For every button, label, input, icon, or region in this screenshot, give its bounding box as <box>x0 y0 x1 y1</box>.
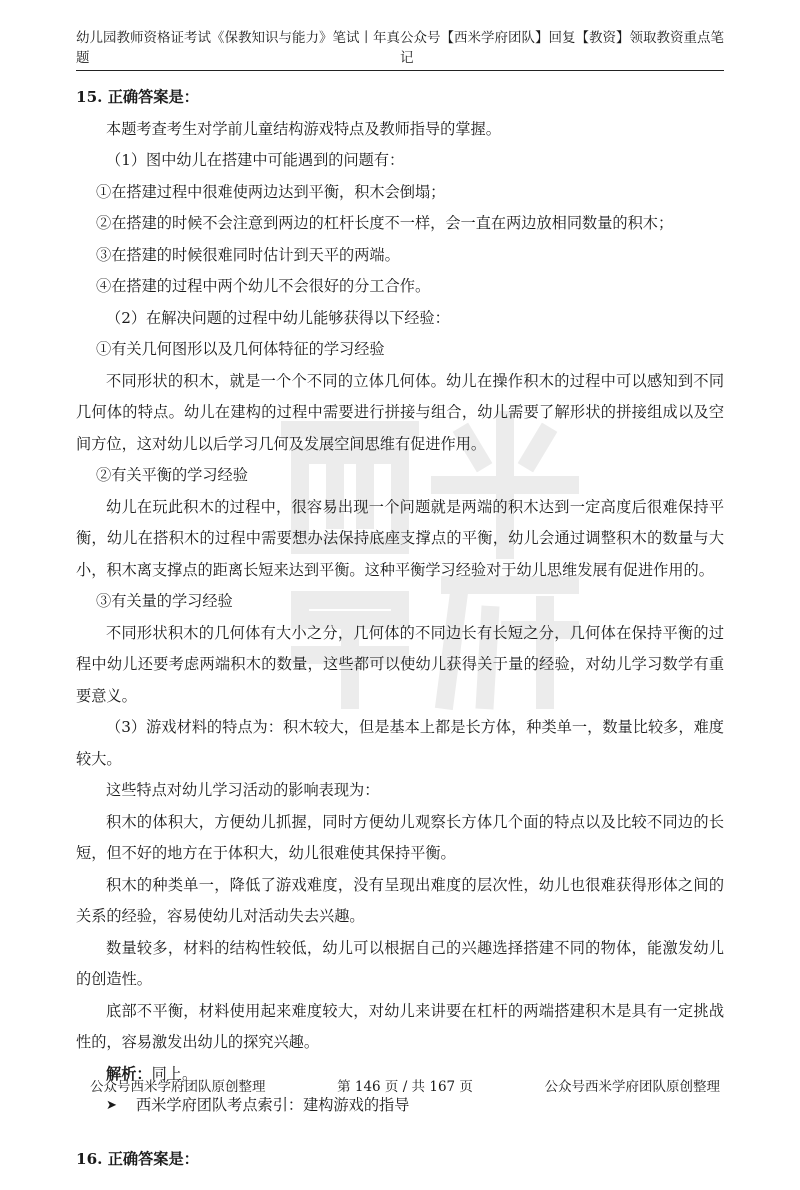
analysis-label: 解析： <box>106 1064 152 1083</box>
paragraph: 这些特点对幼儿学习活动的影响表现为： <box>106 781 380 799</box>
paragraph: （3）游戏材料的特点为：积木较大，但是基本上都是长方体，种类单一，数量比较多，难度较大。 <box>76 718 724 768</box>
page-content <box>76 82 724 1190</box>
page-footer <box>90 1075 720 1095</box>
list-item: ①在搭建过程中很难使两边达到平衡，积木会倒塌； <box>96 182 446 201</box>
subheading: ②有关平衡的学习经验 <box>96 466 248 484</box>
footer-left: 公众号西米学府团队原创整理 <box>90 1079 266 1095</box>
list-item: ③在搭建的时候很难同时估计到天平的两端。 <box>96 245 400 264</box>
paragraph: 幼儿在玩此积木的过程中，很容易出现一个问题就是两端的积木达到一定高度后很难保持平衡，幼儿在搭积木的过程中需要想办法保持底座支撑点的平衡，幼儿会通过调整积木的数量与大小，积木离支撑点的距离长短来达到平衡。这种平衡学习经验对于幼儿思维发展有促进作用的。 <box>76 497 724 579</box>
header-title: 幼儿园教师资格证考试《保教知识与能力》笔试丨年真题 <box>76 30 400 66</box>
paragraph: 积木的体积大，方便幼儿抓握，同时方便幼儿观察长方体几个面的特点以及比较不同边的长短，但不好的地方在于体积大，幼儿很难使其保持平衡。 <box>76 812 724 862</box>
list-item: ②在搭建的时候不会注意到两边的杠杆长度不一样，会一直在两边放相同数量的积木； <box>96 214 674 232</box>
paragraph: 底部不平衡，材料使用起来难度较大，对幼儿来讲要在杠杆的两端搭建积木是具有一定挑战性的，容易激发出幼儿的探究兴趣。 <box>76 1001 724 1051</box>
footer-right: 公众号西米学府团队原创整理 <box>544 1079 720 1095</box>
question-15-heading: 15. 正确答案是： <box>76 88 199 106</box>
page-number: 第 146 页 / 共 167 页 <box>337 1079 473 1095</box>
list-item: ④在搭建的过程中两个幼儿不会很好的分工合作。 <box>96 277 431 295</box>
paragraph: （1）图中幼儿在搭建中可能遇到的问题有： <box>106 151 405 169</box>
paragraph: 不同形状的积木，就是一个个不同的立体几何体。幼儿在操作积木的过程中可以感知到不同几何体的特点。幼儿在建构的过程中需要进行拼接与组合，幼儿需要了解形状的拼接组成以及空间方位，这对幼儿以后学习几何及发展空间思维有促进作用。 <box>76 371 724 453</box>
paragraph: 数量较多，材料的结构性较低，幼儿可以根据自己的兴趣选择搭建不同的物体，能激发幼儿的创造性。 <box>76 938 724 988</box>
paragraph: 积木的种类单一，降低了游戏难度，没有呈现出难度的层次性，幼儿也很难获得形体之间的关系的经验，容易使幼儿对活动失去兴趣。 <box>76 875 724 925</box>
paragraph: （2）在解决问题的过程中幼儿能够获得以下经验： <box>106 308 450 327</box>
analysis-text: 同上。 <box>151 1064 198 1083</box>
question-16-heading: 16. 正确答案是： <box>76 1149 199 1168</box>
subheading: ①有关几何图形以及几何体特征的学习经验 <box>96 340 385 358</box>
index-bullet-text: 西米学府团队考点索引：建构游戏的指导 <box>136 1096 410 1114</box>
paragraph: 本题考查考生对学前儿童结构游戏特点及教师指导的掌握。 <box>106 119 501 138</box>
header-promo: 公众号【西米学府团队】回复【教资】领取教资重点笔记 <box>400 30 724 66</box>
paragraph: 不同形状积木的几何体有大小之分，几何体的不同边长有长短之分，几何体在保持平衡的过程中幼儿还要考虑两端积木的数量，这些都可以使幼儿获得关于量的经验，对幼儿学习数学有重要意义。 <box>76 623 724 705</box>
page-header <box>76 30 724 71</box>
arrow-bullet-icon: ➤ <box>106 1098 117 1113</box>
subheading: ③有关量的学习经验 <box>96 592 233 610</box>
